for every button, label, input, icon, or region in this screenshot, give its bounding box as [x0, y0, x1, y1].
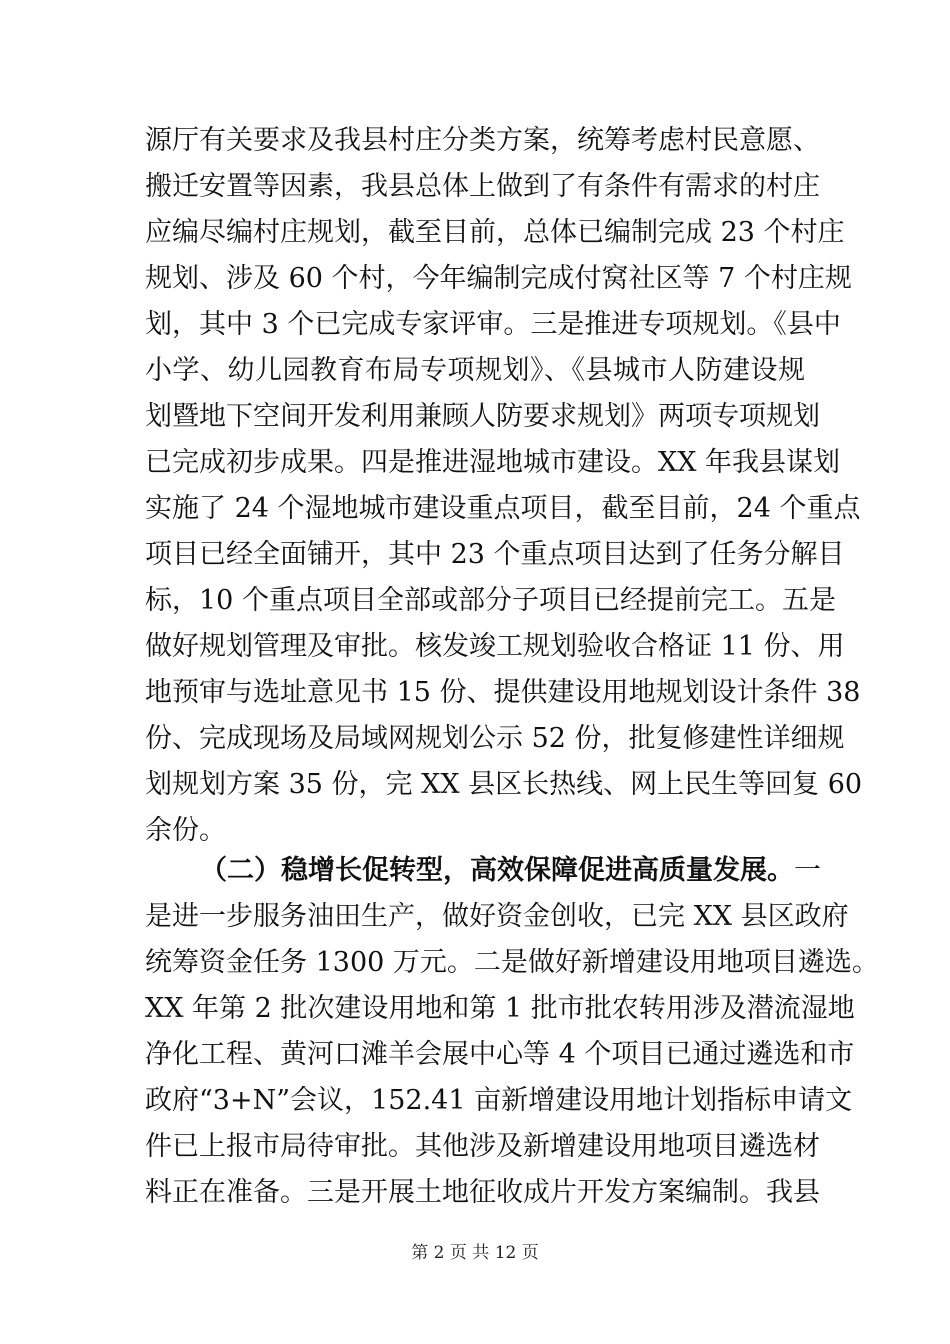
- paragraph-line: 件已上报市局待审批。其他涉及新增建设用地项目遴选材: [145, 1131, 820, 1162]
- paragraph-line: 统筹资金任务 1300 万元。二是做好新增建设用地项目遴选。: [145, 947, 879, 978]
- paragraph-line: 应编尽编村庄规划，截至目前，总体已编制完成 23 个村庄: [145, 217, 845, 248]
- paragraph-line: 规划、涉及 60 个村，今年编制完成付窝社区等 7 个村庄规: [145, 263, 852, 294]
- paragraph-line: 是进一步服务油田生产，做好资金创收，已完 XX 县区政府: [145, 901, 849, 932]
- paragraph-line: 划规划方案 35 份，完 XX 县区长热线、网上民生等回复 60: [145, 769, 863, 800]
- paragraph-line: 源厅有关要求及我县村庄分类方案，统筹考虑村民意愿、: [145, 125, 820, 156]
- section-heading-line: [145, 848, 821, 894]
- paragraph-line: 做好规划管理及审批。核发竣工规划验收合格证 11 份、用: [145, 631, 845, 662]
- paragraph-line: 料正在准备。三是开展土地征收成片开发方案编制。我县: [145, 1177, 820, 1208]
- page-number: 第 2 页 共 12 页: [411, 1243, 539, 1263]
- paragraph-line: 划，其中 3 个已完成专家评审。三是推进专项规划。《县中: [145, 309, 841, 340]
- paragraph-line: 政府“3+N”会议，152.41 亩新增建设用地计划指标申请文: [145, 1085, 853, 1116]
- section-heading: （二）稳增长促转型，高效保障促进高质量发展。: [200, 855, 794, 886]
- section-heading-tail: 一: [794, 855, 821, 886]
- paragraph-line: 小学、幼儿园教育布局专项规划》、《县城市人防建设规: [145, 355, 805, 386]
- paragraph-line: 项目已经全面铺开，其中 23 个重点项目达到了任务分解目: [145, 539, 845, 570]
- paragraph-line: 份、完成现场及局域网规划公示 52 份，批复修建性详细规: [145, 723, 845, 754]
- paragraph-line: 划暨地下空间开发利用兼顾人防要求规划》两项专项规划: [145, 401, 820, 432]
- paragraph-line: 搬迁安置等因素，我县总体上做到了有条件有需求的村庄: [145, 171, 820, 202]
- paragraph-line: XX 年第 2 批次建设用地和第 1 批市批农转用涉及潜流湿地: [145, 993, 855, 1024]
- paragraph-line: 已完成初步成果。四是推进湿地城市建设。XX 年我县谋划: [145, 447, 841, 478]
- paragraph-line: 净化工程、黄河口滩羊会展中心等 4 个项目已通过遴选和市: [145, 1039, 855, 1070]
- paragraph-line: 余份。: [145, 815, 226, 846]
- paragraph-line: 地预审与选址意见书 15 份、提供建设用地规划设计条件 38: [145, 677, 861, 708]
- paragraph-line: 实施了 24 个湿地城市建设重点项目，截至目前，24 个重点: [145, 493, 861, 524]
- paragraph-line: 标，10 个重点项目全部或部分子项目已经提前完工。五是: [145, 585, 836, 616]
